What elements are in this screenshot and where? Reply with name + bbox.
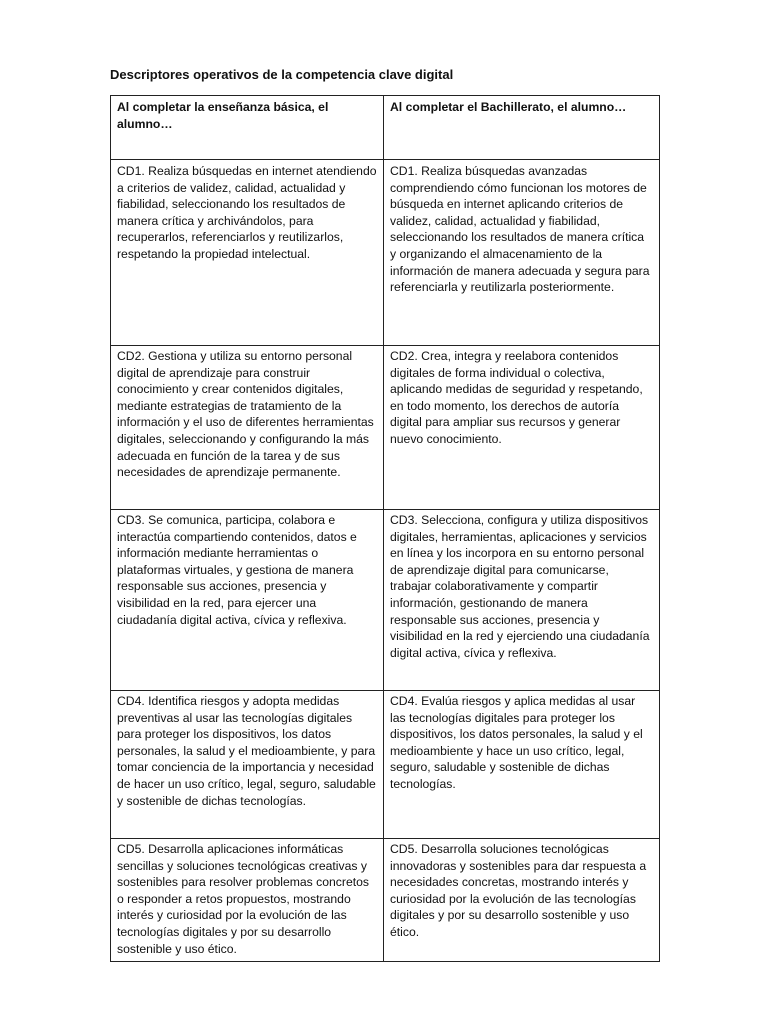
document-title: Descriptores operativos de la competencia clave digital (110, 67, 454, 82)
cell-cd5-basic: CD5. Desarrolla aplicaciones informáticas sencillas y soluciones tecnológicas creativas y sostenibles para resolver problemas concretos o responder a retos propuestos, mostrando interés y curiosidad por la evolución de las tecnologías digitales y por su desarrollo sostenible y uso ético. (111, 839, 384, 962)
cell-cd3-bachillerato: CD3. Selecciona, configura y utiliza dispositivos digitales, herramientas, aplicaciones y servicios en línea y los incorpora en su entorno personal de aprendizaje digital para comunicarse, trabajar colaborativamente y compartir información, gestionando de manera responsable sus acciones, presencia y visibilidad en la red y ejerciendo una ciudadanía digital activa, cívica y reflexiva. (384, 510, 660, 691)
cell-cd3-basic: CD3. Se comunica, participa, colabora e interactúa compartiendo contenidos, datos e información mediante herramientas o plataformas virtuales, y gestiona de manera responsable sus acciones, presencia y visibilidad en la red, para ejercer una ciudadanía digital activa, cívica y reflexiva. (111, 510, 384, 691)
cell-cd1-bachillerato: CD1. Realiza búsquedas avanzadas comprendiendo cómo funcionan los motores de búsqueda en internet aplicando criterios de validez, calidad, actualidad y fiabilidad, seleccionando los resultados de manera crítica y organizando el almacenamiento de la información de manera adecuada y segura para referenciarla y reutilizarla posteriormente. (384, 160, 660, 346)
header-bachillerato: Al completar el Bachillerato, el alumno… (384, 96, 660, 160)
table-header-row (111, 96, 660, 160)
cell-cd4-basic: CD4. Identifica riesgos y adopta medidas preventivas al usar las tecnologías digitales para proteger los dispositivos, los datos personales, la salud y el medioambiente, y para tomar conciencia de la importancia y necesidad de hacer un uso crítico, legal, seguro, saludable y sostenible de dichas tecnologías. (111, 691, 384, 839)
descriptors-table (110, 95, 660, 962)
table-row-cd1 (111, 160, 660, 346)
cell-cd1-basic: CD1. Realiza búsquedas en internet atendiendo a criterios de validez, calidad, actualidad y fiabilidad, seleccionando los resultados de manera crítica y archivándolos, para recuperarlos, referenciarlos y reutilizarlos, respetando la propiedad intelectual. (111, 160, 384, 346)
cell-cd4-bachillerato: CD4. Evalúa riesgos y aplica medidas al usar las tecnologías digitales para proteger los dispositivos, los datos personales, la salud y el medioambiente y hace un uso crítico, legal, seguro, saludable y sostenible de dichas tecnologías. (384, 691, 660, 839)
table-row-cd5 (111, 839, 660, 962)
table-row-cd3 (111, 510, 660, 691)
cell-cd2-basic: CD2. Gestiona y utiliza su entorno personal digital de aprendizaje para construir conocimiento y crear contenidos digitales, mediante estrategias de tratamiento de la información y el uso de diferentes herramientas digitales, seleccionando y configurando la más adecuada en función de la tarea y de sus necesidades de aprendizaje permanente. (111, 346, 384, 510)
table-row-cd2 (111, 346, 660, 510)
header-basic-education: Al completar la enseñanza básica, el alumno… (111, 96, 384, 160)
cell-cd2-bachillerato: CD2. Crea, integra y reelabora contenidos digitales de forma individual o colectiva, aplicando medidas de seguridad y respetando, en todo momento, los derechos de autoría digital para ampliar sus recursos y generar nuevo conocimiento. (384, 346, 660, 510)
table-row-cd4 (111, 691, 660, 839)
cell-cd5-bachillerato: CD5. Desarrolla soluciones tecnológicas innovadoras y sostenibles para dar respuesta a necesidades concretas, mostrando interés y curiosidad por la evolución de las tecnologías digitales y por su desarrollo sostenible y uso ético. (384, 839, 660, 962)
